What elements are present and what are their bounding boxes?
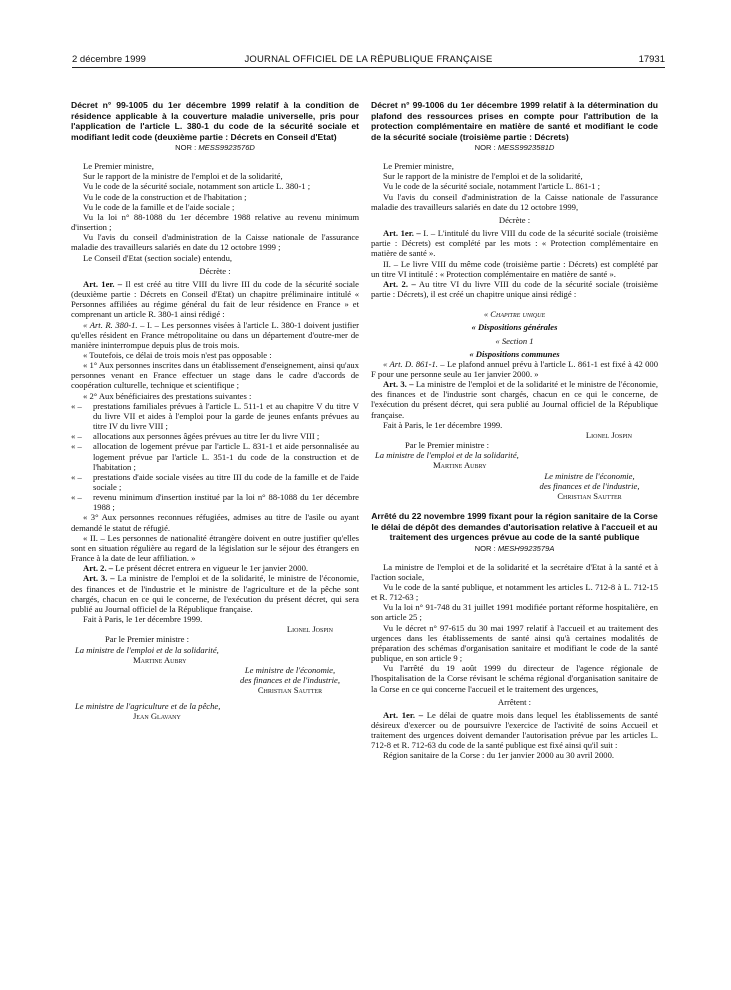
minister-signature bbox=[71, 645, 359, 665]
minister-title: La ministre de l'emploi et de la solidarité, bbox=[75, 644, 219, 655]
article-label: Art. 2. – bbox=[383, 278, 416, 289]
minister-title: Le ministre de l'agriculture et de la pêche, bbox=[75, 701, 221, 712]
paragraph: Vu le code de la famille et de l'aide sociale ; bbox=[83, 201, 235, 212]
decrete-heading: Décrète : bbox=[199, 265, 231, 276]
left-column bbox=[71, 100, 359, 722]
article-1 bbox=[371, 710, 658, 751]
paragraph: Région sanitaire de la Corse : du 1er janvier 2000 au 30 avril 2000. bbox=[383, 750, 615, 761]
article-label: Art. 2. – bbox=[83, 563, 114, 574]
minister-title: des finances et de l'industrie, bbox=[539, 480, 640, 491]
article-d861-1 bbox=[371, 359, 658, 379]
paragraph: « 2° Aux bénéficiaires des prestations suivantes : bbox=[83, 390, 252, 401]
arrete-title: Arrêté du 22 novembre 1999 fixant pour la région sanitaire de la Corse le délai de dépôt des demandes d'autorisation relative à l'accueil et au traitement des urgences prévue au code de la santé publique bbox=[371, 511, 658, 542]
spacer bbox=[371, 299, 658, 309]
article-3 bbox=[371, 379, 658, 420]
paragraph: Vu l'avis du conseil d'administration de la Caisse nationale de l'assurance maladie des travailleurs salariés en date du 12 octobre 1999 ; bbox=[71, 232, 359, 253]
nor-code: MESH9923579A bbox=[497, 543, 555, 553]
paragraph: Vu le code de la construction et de l'habitation ; bbox=[83, 191, 247, 202]
nor-label: NOR : bbox=[474, 143, 496, 152]
by-prime-minister: Par le Premier ministre : bbox=[405, 440, 490, 451]
article-label: « Art. D. 861-1. – bbox=[383, 358, 445, 369]
minister-signature bbox=[71, 701, 359, 721]
minister-title: des finances et de l'industrie, bbox=[240, 674, 340, 685]
minister-signature bbox=[71, 665, 359, 695]
article-label: Art. 3. – bbox=[383, 379, 414, 390]
paragraph: II. – Le livre VIII du même code (troisième partie : Décrets) est complété par un titre VI intitulé : « Protection complémentaire en matière de santé ». bbox=[371, 258, 658, 279]
paragraph: Vu la loi n° 91-748 du 31 juillet 1991 modifiée portant réforme hospitalière, en son article 25 ; bbox=[371, 602, 658, 623]
minister-signature bbox=[371, 471, 658, 501]
article-text: La ministre de l'emploi et de la solidarité, le ministre de l'économie, des finances et de l'industrie et le ministre de l'agriculture et de la pêche sont chargés, chacun en ce qui le concerne, de l'exécution du présent décret, qui sera publié au Journal officiel de la République française. bbox=[71, 573, 359, 614]
list-item: « – revenu minimum d'insertion institué par la loi n° 88-1088 du 1er décembre 1988 ; bbox=[71, 492, 359, 512]
minister-name: Jean Glavany bbox=[133, 711, 181, 722]
arretent-heading: Arrêtent : bbox=[497, 696, 532, 707]
dispositions-communes-heading: « Dispositions communes bbox=[469, 348, 560, 359]
minister-name: Martine Aubry bbox=[433, 460, 487, 471]
decrete-heading: Décrète : bbox=[498, 214, 531, 225]
minister-name: Martine Aubry bbox=[133, 654, 187, 665]
minister-title: La ministre de l'emploi et de la solidarité, bbox=[375, 450, 519, 461]
article-text: Au titre VI du livre VIII du code de la sécurité sociale (troisième partie : Décrets), il est créé un chapitre unique ainsi rédigé : bbox=[371, 278, 658, 300]
article-text: I. – L'intitulé du livre VIII du code de la sécurité sociale (troisième partie : Décrets) est complété par les mots : « Protection complémentaire en matière de santé ». bbox=[371, 228, 658, 259]
paragraph: Vu l'avis du conseil d'administration de la Caisse nationale de l'assurance maladie des travailleurs salariés en date du 12 octobre 1999, bbox=[371, 191, 658, 212]
header-rule bbox=[72, 67, 665, 68]
article-2 bbox=[371, 279, 658, 299]
chapter-heading: « Chapitre unique bbox=[483, 309, 546, 320]
paragraph: Vu le code de la sécurité sociale, notamment l'article L. 861-1 ; bbox=[383, 181, 600, 192]
signing-place-date: Fait à Paris, le 1er décembre 1999. bbox=[383, 419, 503, 430]
spacer bbox=[371, 501, 658, 511]
paragraph: Sur le rapport de la ministre de l'emploi et de la solidarité, bbox=[83, 171, 283, 182]
article-1 bbox=[71, 279, 359, 320]
article-label: Art. 1er. – bbox=[83, 278, 123, 289]
decree-1005-nor bbox=[71, 143, 359, 153]
paragraph: « 3° Aux personnes reconnues réfugiées, admises au titre de l'asile ou ayant demandé le statut de réfugié. bbox=[71, 512, 359, 533]
article-label: Art. 1er. – bbox=[383, 228, 421, 239]
article-label: « Art. R. 380-1. – bbox=[83, 319, 145, 330]
article-text: Le délai de quatre mois dans lequel les établissements de santé désireux d'exercer ou de poursuivre l'exercice de l'activité de soins Accueil et traitement des urgences doivent demander l'autorisation prévue par les articles L. 712-8 et R. 712-63 du code de la santé publique est fixé ainsi qu'il suit : bbox=[371, 709, 658, 751]
list-item: « – prestations familiales prévues à l'article L. 511-1 et au chapitre V du titre V du livre VII et aides à l'emploi pour la garde de jeunes enfants prévues au titre IV du livre VIII ; bbox=[71, 401, 359, 431]
list-item: « – allocations aux personnes âgées prévues au titre Ier du livre VIII ; bbox=[71, 431, 359, 441]
nor-label: NOR : bbox=[175, 143, 197, 152]
minister-name: Christian Sautter bbox=[257, 685, 323, 696]
paragraph: « 1° Aux personnes inscrites dans un établissement d'enseignement, ainsi qu'aux personnes venant en France effectuer un stage dans le cadre d'accords de coopération culturelle, technique et scientifique ; bbox=[71, 360, 359, 391]
list-item: « – allocation de logement prévue par l'article L. 831-1 et aide personnalisée au logement prévue par l'article L. 351-1 du code de la construction et de l'habitation ; bbox=[71, 441, 359, 471]
article-3 bbox=[71, 573, 359, 614]
article-text: Le présent décret entrera en vigueur le 1er janvier 2000. bbox=[115, 563, 309, 574]
minister-name: Christian Sautter bbox=[557, 490, 622, 501]
right-column bbox=[371, 100, 658, 761]
header-page-number: 17931 bbox=[638, 54, 665, 65]
paragraph: Vu le décret n° 97-615 du 30 mai 1997 relatif à l'accueil et au traitement des urgences dans les établissements de santé ainsi qu'à certaines modalités de préparation des schémas d'organisation sanitaire et modifiant le code de la santé publique, en son article 9 ; bbox=[371, 622, 658, 664]
header-journal-title: JOURNAL OFFICIEL DE LA RÉPUBLIQUE FRANÇAISE bbox=[244, 54, 493, 65]
article-text: Il est créé au titre VIII du livre III du code de la sécurité sociale (deuxième partie : Décrets en Conseil d'Etat) un chapitre préliminaire intitulé « Personnes affiliées au régime général du fait de leur résidence en France » et comprenant un article R. 380-1 ainsi rédigé : bbox=[71, 278, 359, 320]
header-date: 2 décembre 1999 bbox=[72, 54, 146, 65]
article-label: Art. 1er. – bbox=[383, 709, 424, 720]
minister-title: Le ministre de l'économie, bbox=[244, 664, 336, 675]
paragraph: Vu la loi n° 88-1088 du 1er décembre 1988 relative au revenu minimum d'insertion ; bbox=[71, 211, 359, 233]
article-1 bbox=[371, 228, 658, 258]
by-prime-minister: Par le Premier ministre : bbox=[105, 634, 190, 645]
section-heading: « Section 1 bbox=[495, 335, 534, 346]
paragraph: Vu le code de la santé publique, et notamment les articles L. 712-8 à L. 712-15 et R. 712-63 ; bbox=[371, 581, 658, 603]
paragraph: Vu le code de la sécurité sociale, notamment son article L. 380-1 ; bbox=[83, 181, 311, 192]
decree-1006-title: Décret n° 99-1006 du 1er décembre 1999 relatif à la détermination du plafond des ressources prises en compte pour l'attribution de la protection complémentaire en matière de santé et modifiant le code de la sécurité sociale (troisième partie : Décrets) bbox=[371, 100, 658, 142]
nor-code: MESS9923581D bbox=[497, 143, 555, 152]
page-header bbox=[72, 52, 665, 68]
article-text: I. – Les personnes visées à l'article L. 380-1 doivent justifier qu'elles résident en France métropolitaine ou dans un département d'outre-mer de manière ininterrompue depuis plus de trois mois. bbox=[71, 319, 359, 350]
dispositions-heading: « Dispositions générales bbox=[471, 322, 558, 333]
arrete-nor bbox=[371, 544, 658, 554]
paragraph: Le Premier ministre, bbox=[83, 161, 154, 172]
paragraph: La ministre de l'emploi et de la solidarité et la secrétaire d'Etat à la santé et à l'action sociale, bbox=[371, 561, 658, 582]
signing-place-date: Fait à Paris, le 1er décembre 1999. bbox=[83, 614, 203, 625]
paragraph: « Toutefois, ce délai de trois mois n'est pas opposable : bbox=[83, 349, 272, 360]
nor-label: NOR : bbox=[474, 543, 496, 553]
signer-name: Lionel Jospin bbox=[585, 429, 632, 440]
decree-1006-nor bbox=[371, 143, 658, 153]
article-r380-1 bbox=[71, 320, 359, 350]
article-text: Le plafond annuel prévu à l'article L. 861-1 est fixé à 42 000 F pour une personne seule au 1er janvier 2000. » bbox=[371, 358, 659, 379]
paragraph: Sur le rapport de la ministre de l'emploi et de la solidarité, bbox=[383, 171, 583, 182]
article-label: Art. 3. – bbox=[83, 573, 115, 584]
paragraph: « II. – Les personnes de nationalité étrangère doivent en outre justifier qu'elles sont en situation régulière au regard de la législation sur le séjour des étrangers en France à la date de leur affiliation. » bbox=[71, 532, 359, 564]
minister-signature bbox=[371, 450, 658, 470]
article-text: La ministre de l'emploi et de la solidarité et le ministre de l'économie, des finances et de l'industrie sont chargés, chacun en ce qui le concerne, de l'exécution du présent décret, qui sera publié au Journal officiel de la République française. bbox=[371, 379, 659, 420]
minister-title: Le ministre de l'économie, bbox=[544, 470, 635, 481]
paragraph: Le Premier ministre, bbox=[383, 161, 454, 172]
paragraph: Vu l'arrêté du 19 août 1999 du directeur de l'agence régionale de l'hospitalisation de la Corse révisant le schéma régional d'organisation sanitaire de la Corse en ce qui concerne l'accueil et le traitement des urgences, bbox=[371, 663, 658, 694]
list-item: « – prestations d'aide sociale visées au titre III du code de la famille et de l'aide sociale ; bbox=[71, 472, 359, 492]
paragraph: Le Conseil d'Etat (section sociale) entendu, bbox=[83, 252, 233, 263]
article-2 bbox=[71, 563, 359, 573]
nor-code: MESS9923576D bbox=[198, 143, 255, 152]
signer-name: Lionel Jospin bbox=[286, 624, 333, 635]
decree-1005-title: Décret n° 99-1005 du 1er décembre 1999 relatif à la condition de résidence applicable à la couverture maladie universelle, pris pour l'application de l'article L. 380-1 du code de la sécurité sociale et modifiant ledit code (deuxième partie : Décrets en Conseil d'Etat) bbox=[71, 100, 359, 142]
